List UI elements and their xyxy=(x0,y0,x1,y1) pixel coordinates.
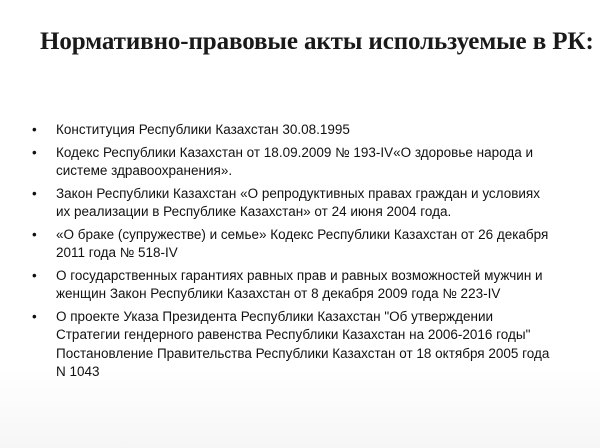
bullet: • xyxy=(32,226,37,242)
legal-acts-list xyxy=(32,121,552,386)
list-item xyxy=(32,308,552,382)
list-item xyxy=(32,226,552,263)
list-item xyxy=(32,121,552,140)
bullet: • xyxy=(32,267,37,283)
list-item xyxy=(32,185,552,222)
list-item-text: Кодекс Республики Казахстан от 18.09.2009 № 193-IV«О здоровье народа и системе здравоохранения». xyxy=(56,144,534,178)
list-item xyxy=(32,267,552,304)
list-item-text: О проекте Указа Президента Республики Казахстан "Об утверждении Стратегии гендерного равенства Республики Казахстан на 2006-2016 годы" Постановление Правительства Республики Казахстан от 18 октября 2005 года N 1043 xyxy=(56,308,550,379)
list-item-text: «О браке (супружестве) и семье» Кодекс Республики Казахстан от 26 декабря 2011 года № 518-IV xyxy=(56,226,549,260)
list-item-text: Закон Республики Казахстан «О репродуктивных правах граждан и условиях их реализации в Республике Казахстан» от 24 июня 2004 года. xyxy=(56,185,540,219)
list-item xyxy=(32,144,552,181)
bullet: • xyxy=(32,144,37,160)
bullet: • xyxy=(32,122,37,137)
list-item-text: О государственных гарантиях равных прав и равных возможностей мужчин и женщин Закон Республики Казахстан от 8 декабря 2009 года № 223-IV xyxy=(56,267,543,301)
list-item-text: Конституция Республики Казахстан 30.08.1995 xyxy=(56,122,350,137)
bullet: • xyxy=(32,308,37,324)
bullet: • xyxy=(32,185,37,201)
slide-title: Нормативно-правовые акты используемые в РК: xyxy=(40,28,594,55)
